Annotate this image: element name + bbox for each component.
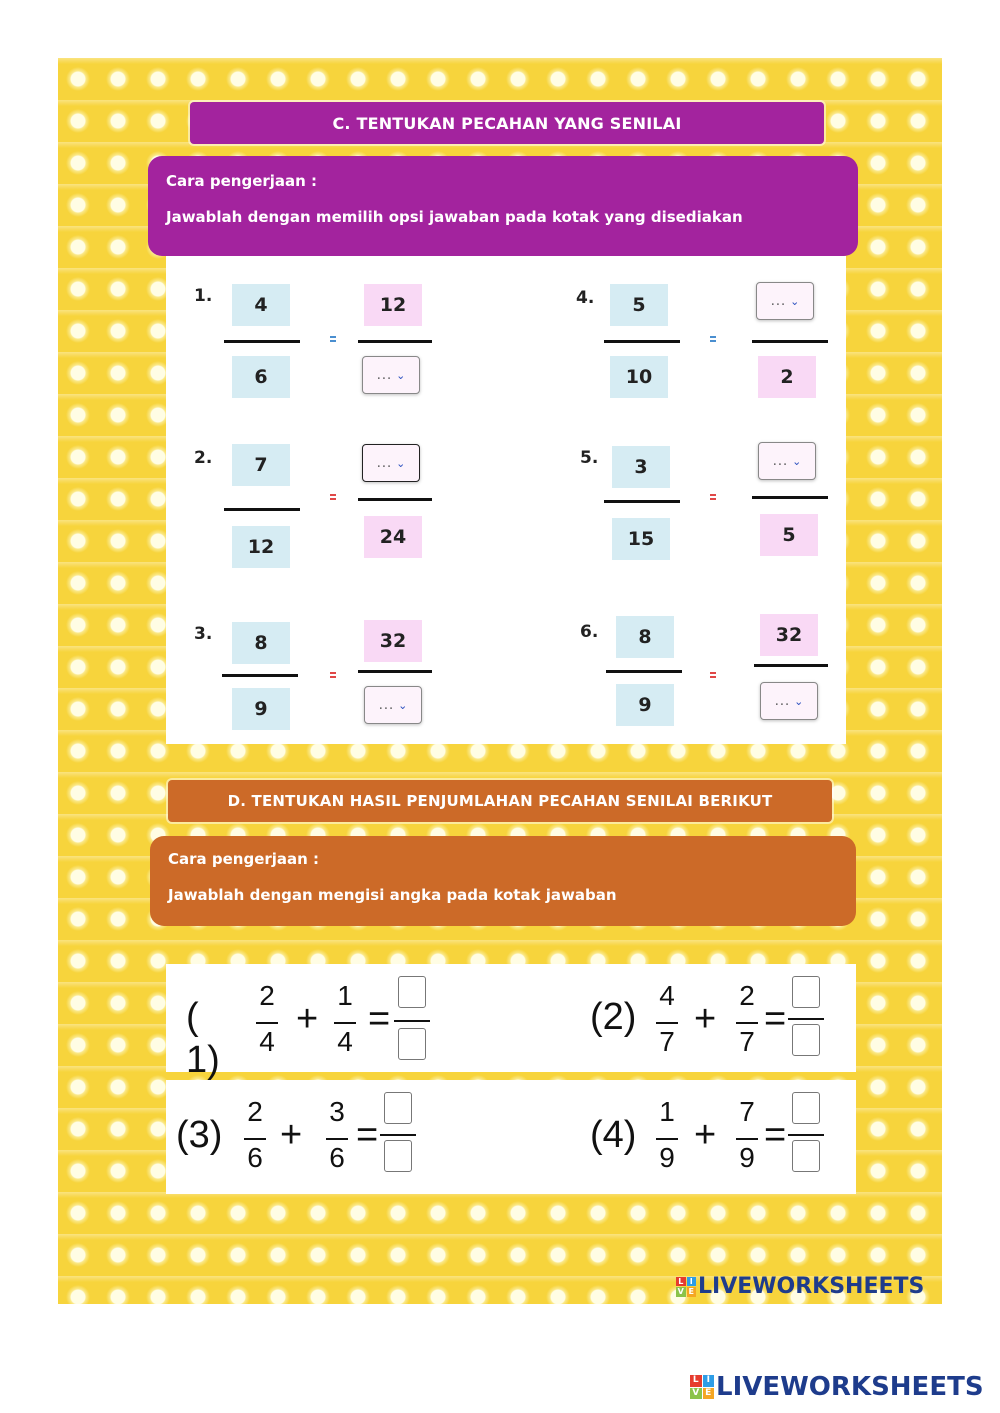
- equals-sign: =: [764, 998, 787, 1040]
- fraction-bar: [358, 498, 432, 501]
- section-c-question-panel: [166, 256, 846, 744]
- fraction-bar: [604, 500, 680, 503]
- fraction-numerator: 8: [232, 622, 290, 664]
- fraction-bar: [394, 1020, 430, 1022]
- worksheet-page: C. TENTUKAN PECAHAN YANG SENILAI Cara pengerjaan : Jawablah dengan memilih opsi jawaban pada kotak yang disediakan 1. 4 6 12 ... ⌄ 2. 7 12 ... ⌄ 24 3. 8 9 32 ... ⌄ 4. 5 10 ... ⌄ 2 5. 3 15 ... ⌄ 5 6. 8 9 32 ... ⌄ D. TENTUKAN HASIL PENJUMLAHAN PECAHAN SENILAI BERIKUT Cara pengerjaan : Jawablah dengan mengisi angka pada kotak jawaban ( 1) 2 4 + 1 4 = (2) 4 7 + 2 7 = (3) 2 6 + 3 6 = (4) 1 9 + 7 9 = L I V E LIVEWORKSHEETS: [58, 58, 942, 1304]
- fraction-denominator: 5: [760, 514, 818, 556]
- fraction-numerator: 4: [232, 284, 290, 326]
- answer-dropdown[interactable]: ... ⌄: [760, 682, 818, 720]
- section-c-title: C. TENTUKAN PECAHAN YANG SENILAI: [190, 102, 824, 144]
- chevron-down-icon: ⌄: [790, 294, 800, 308]
- fraction-denominator: 9: [616, 684, 674, 726]
- fraction-bar: [380, 1134, 416, 1136]
- question-number: 4.: [576, 288, 595, 308]
- section-d-title: D. TENTUKAN HASIL PENJUMLAHAN PECAHAN SENILAI BERIKUT: [168, 780, 832, 822]
- fraction-numerator: 7: [232, 444, 290, 486]
- fraction-bar: [224, 508, 300, 511]
- equals-sign: =: [368, 998, 391, 1040]
- fraction-denominator: 24: [364, 516, 422, 558]
- chevron-down-icon: ⌄: [398, 698, 408, 712]
- brand-name: LIVEWORKSHEETS: [698, 1274, 925, 1299]
- answer-dropdown[interactable]: ... ⌄: [758, 442, 816, 480]
- denominator-answer-input[interactable]: [384, 1140, 412, 1172]
- fraction-bar: [358, 670, 432, 673]
- equals-sign: [330, 672, 336, 678]
- chevron-down-icon: ⌄: [396, 456, 406, 470]
- fraction-bar: [604, 340, 680, 343]
- equals-sign: [330, 336, 336, 342]
- question-number: 5.: [580, 448, 599, 468]
- instructions-text: Jawablah dengan memilih opsi jawaban pada kotak yang disediakan: [166, 208, 743, 226]
- plus-sign: +: [296, 998, 319, 1040]
- fraction-bar: [606, 670, 682, 673]
- fraction-numerator: 8: [616, 616, 674, 658]
- fraction-denominator: 15: [612, 518, 670, 560]
- equals-sign: =: [356, 1114, 379, 1156]
- fraction-numerator: 12: [364, 284, 422, 326]
- denominator-answer-input[interactable]: [398, 1028, 426, 1060]
- liveworksheets-logo: [676, 1274, 924, 1299]
- question-number: 6.: [580, 622, 599, 642]
- numerator-answer-input[interactable]: [792, 976, 820, 1008]
- fraction-bar: [752, 496, 828, 499]
- plus-sign: +: [694, 998, 717, 1040]
- problem-label: ( 1): [186, 996, 220, 1081]
- fraction-denominator: 2: [758, 356, 816, 398]
- equals-sign: [710, 336, 716, 342]
- answer-dropdown[interactable]: ... ⌄: [756, 282, 814, 320]
- liveworksheets-cube-icon: L I V E: [690, 1375, 714, 1399]
- instructions-text: Jawablah dengan mengisi angka pada kotak jawaban: [168, 886, 617, 904]
- fraction-numerator: 32: [364, 620, 422, 662]
- plus-sign: +: [694, 1114, 717, 1156]
- problem-label: (4): [590, 1114, 637, 1156]
- question-number: 3.: [194, 624, 213, 644]
- fraction-denominator: 9: [232, 688, 290, 730]
- answer-dropdown[interactable]: ... ⌄: [364, 686, 422, 724]
- liveworksheets-cube-icon: L I V E: [676, 1277, 696, 1297]
- problem-label: (2): [590, 996, 637, 1038]
- section-d-instructions: [150, 836, 856, 926]
- fraction-denominator: 10: [610, 356, 668, 398]
- fraction-numerator: 5: [610, 284, 668, 326]
- equals-sign: [710, 672, 716, 678]
- fraction-numerator: 3: [612, 446, 670, 488]
- fraction-denominator: 12: [232, 526, 290, 568]
- chevron-down-icon: ⌄: [396, 368, 406, 382]
- section-c-instructions: [148, 156, 858, 256]
- fraction-bar: [788, 1134, 824, 1136]
- fraction-bar: [222, 674, 298, 677]
- fraction-bar: [788, 1018, 824, 1020]
- plus-sign: +: [280, 1114, 303, 1156]
- brand-name: LIVEWORKSHEETS: [716, 1372, 984, 1402]
- question-number: 2.: [194, 448, 213, 468]
- numerator-answer-input[interactable]: [384, 1092, 412, 1124]
- chevron-down-icon: ⌄: [794, 694, 804, 708]
- instructions-heading: Cara pengerjaan :: [166, 172, 318, 190]
- fraction-numerator: 32: [760, 614, 818, 656]
- liveworksheets-footer-logo[interactable]: [690, 1372, 984, 1402]
- answer-dropdown[interactable]: ... ⌄: [362, 356, 420, 394]
- equals-sign: =: [764, 1114, 787, 1156]
- question-number: 1.: [194, 286, 213, 306]
- fraction-bar: [358, 340, 432, 343]
- denominator-answer-input[interactable]: [792, 1140, 820, 1172]
- instructions-heading: Cara pengerjaan :: [168, 850, 320, 868]
- fraction-bar: [224, 340, 300, 343]
- equals-sign: [710, 494, 716, 500]
- denominator-answer-input[interactable]: [792, 1024, 820, 1056]
- numerator-answer-input[interactable]: [792, 1092, 820, 1124]
- equals-sign: [330, 494, 336, 500]
- fraction-bar: [754, 664, 828, 667]
- answer-dropdown[interactable]: ... ⌄: [362, 444, 420, 482]
- fraction-denominator: 6: [232, 356, 290, 398]
- numerator-answer-input[interactable]: [398, 976, 426, 1008]
- fraction-bar: [752, 340, 828, 343]
- problem-label: (3): [176, 1114, 223, 1156]
- chevron-down-icon: ⌄: [792, 454, 802, 468]
